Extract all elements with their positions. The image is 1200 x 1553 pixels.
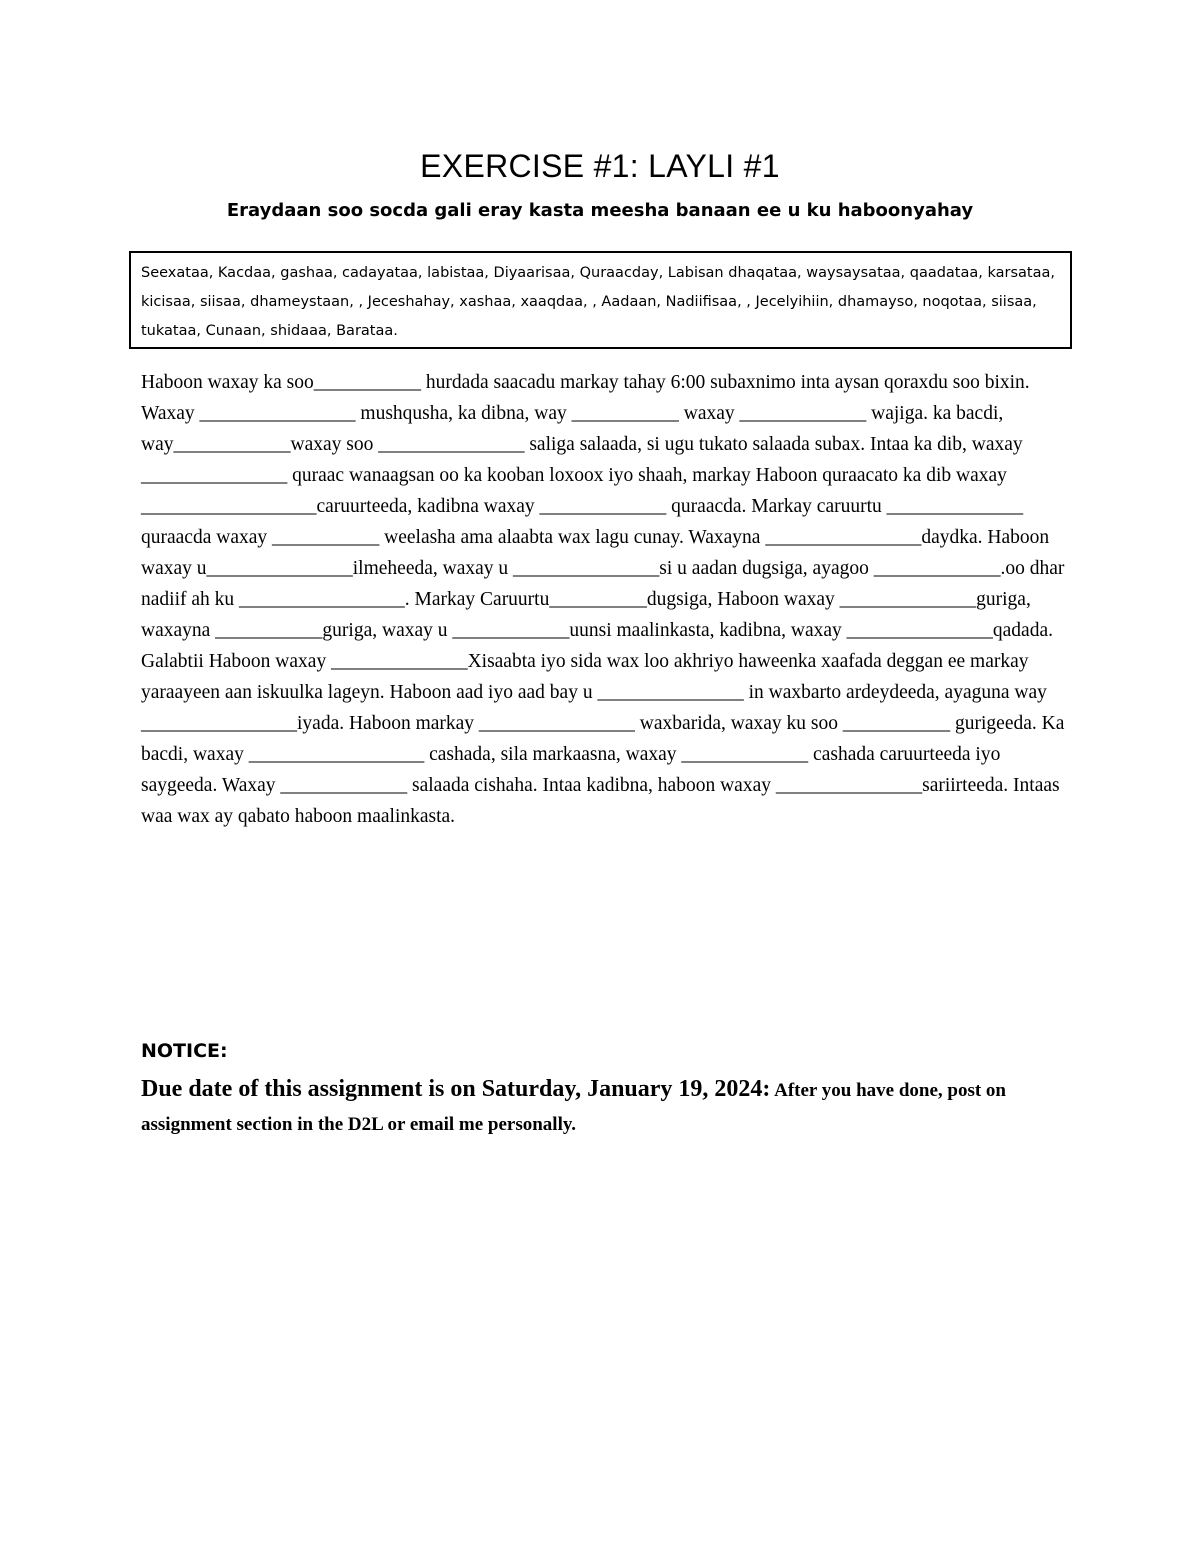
due-date-instructions: After you have done, post on assignment section in the D2L or email me personally. (141, 1080, 1006, 1135)
due-date-notice (141, 1073, 1041, 1142)
word-bank-box (129, 251, 1072, 349)
notice-heading: NOTICE: (141, 1040, 228, 1062)
word-bank-text: Seexataa, Kacdaa, gashaa, cadayataa, labistaa, Diyaarisaa, Quraacday, Labisan dhaqataa, waysaysataa, qaadataa, karsataa, kicisaa, siisaa, dhameystaan, , Jeceshahay, xashaa, xaaqdaa, , Aadaan, Nadiifisaa, , Jecelyihiin, dhamayso, noqotaa, siisaa, tukataa, Cunaan, shidaaa, Barataa. (141, 265, 1055, 339)
exercise-title: EXERCISE #1: LAYLI #1 (420, 148, 780, 184)
due-date-main: Due date of this assignment is on Saturday, January 19, 2024: (141, 1076, 771, 1102)
exercise-instruction: Eraydaan soo socda gali eray kasta meesha banaan ee u ku haboonyahay (226, 200, 974, 221)
fill-in-passage: Haboon waxay ka soo___________ hurdada saacadu markay tahay 6:00 subaxnimo inta aysan qoraxdu soo bixin. Waxay ________________ mushqusha, ka dibna, way ___________ waxay _____________ wajiga. ka bacdi, way____________waxay soo _______________ saliga salaada, si ugu tukato salaada subax. Intaa ka dib, waxay _______________ quraac wanaagsan oo ka kooban loxoox iyo shaah, markay Haboon quraacato ka dib waxay __________________caruurteeda, kadibna waxay _____________ quraacda. Markay caruurtu ______________ quraacda waxay ___________ weelasha ama alaabta wax lagu cunay. Waxayna ________________daydka. Haboon waxay u_______________ilmeheeda, waxay u _______________si u aadan dugsiga, ayagoo _____________.oo dhar nadiif ah ku _________________. Markay Caruurtu__________dugsiga, Haboon waxay ______________guriga, waxayna ___________guriga, waxay u ____________uunsi maalinkasta, kadibna, waxay _______________qadada. Galabtii Haboon waxay ______________Xisaabta iyo sida wax loo akhriyo haweenka xaafada deggan ee markay yaraayeen aan iskuulka lageyn. Haboon aad iyo aad bay u _______________ in waxbarto ardeydeeda, ayaguna way ________________iyada. Haboon markay ________________ waxbarida, waxay ku soo ___________ gurigeeda. Ka bacdi, waxay __________________ cashada, sila markaasna, waxay _____________ cashada caruurteeda iyo saygeeda. Waxay _____________ salaada cishaha. Intaa kadibna, haboon waxay _______________sariirteeda. Intaas waa wax ay qabato haboon maalinkasta. (141, 372, 1065, 827)
